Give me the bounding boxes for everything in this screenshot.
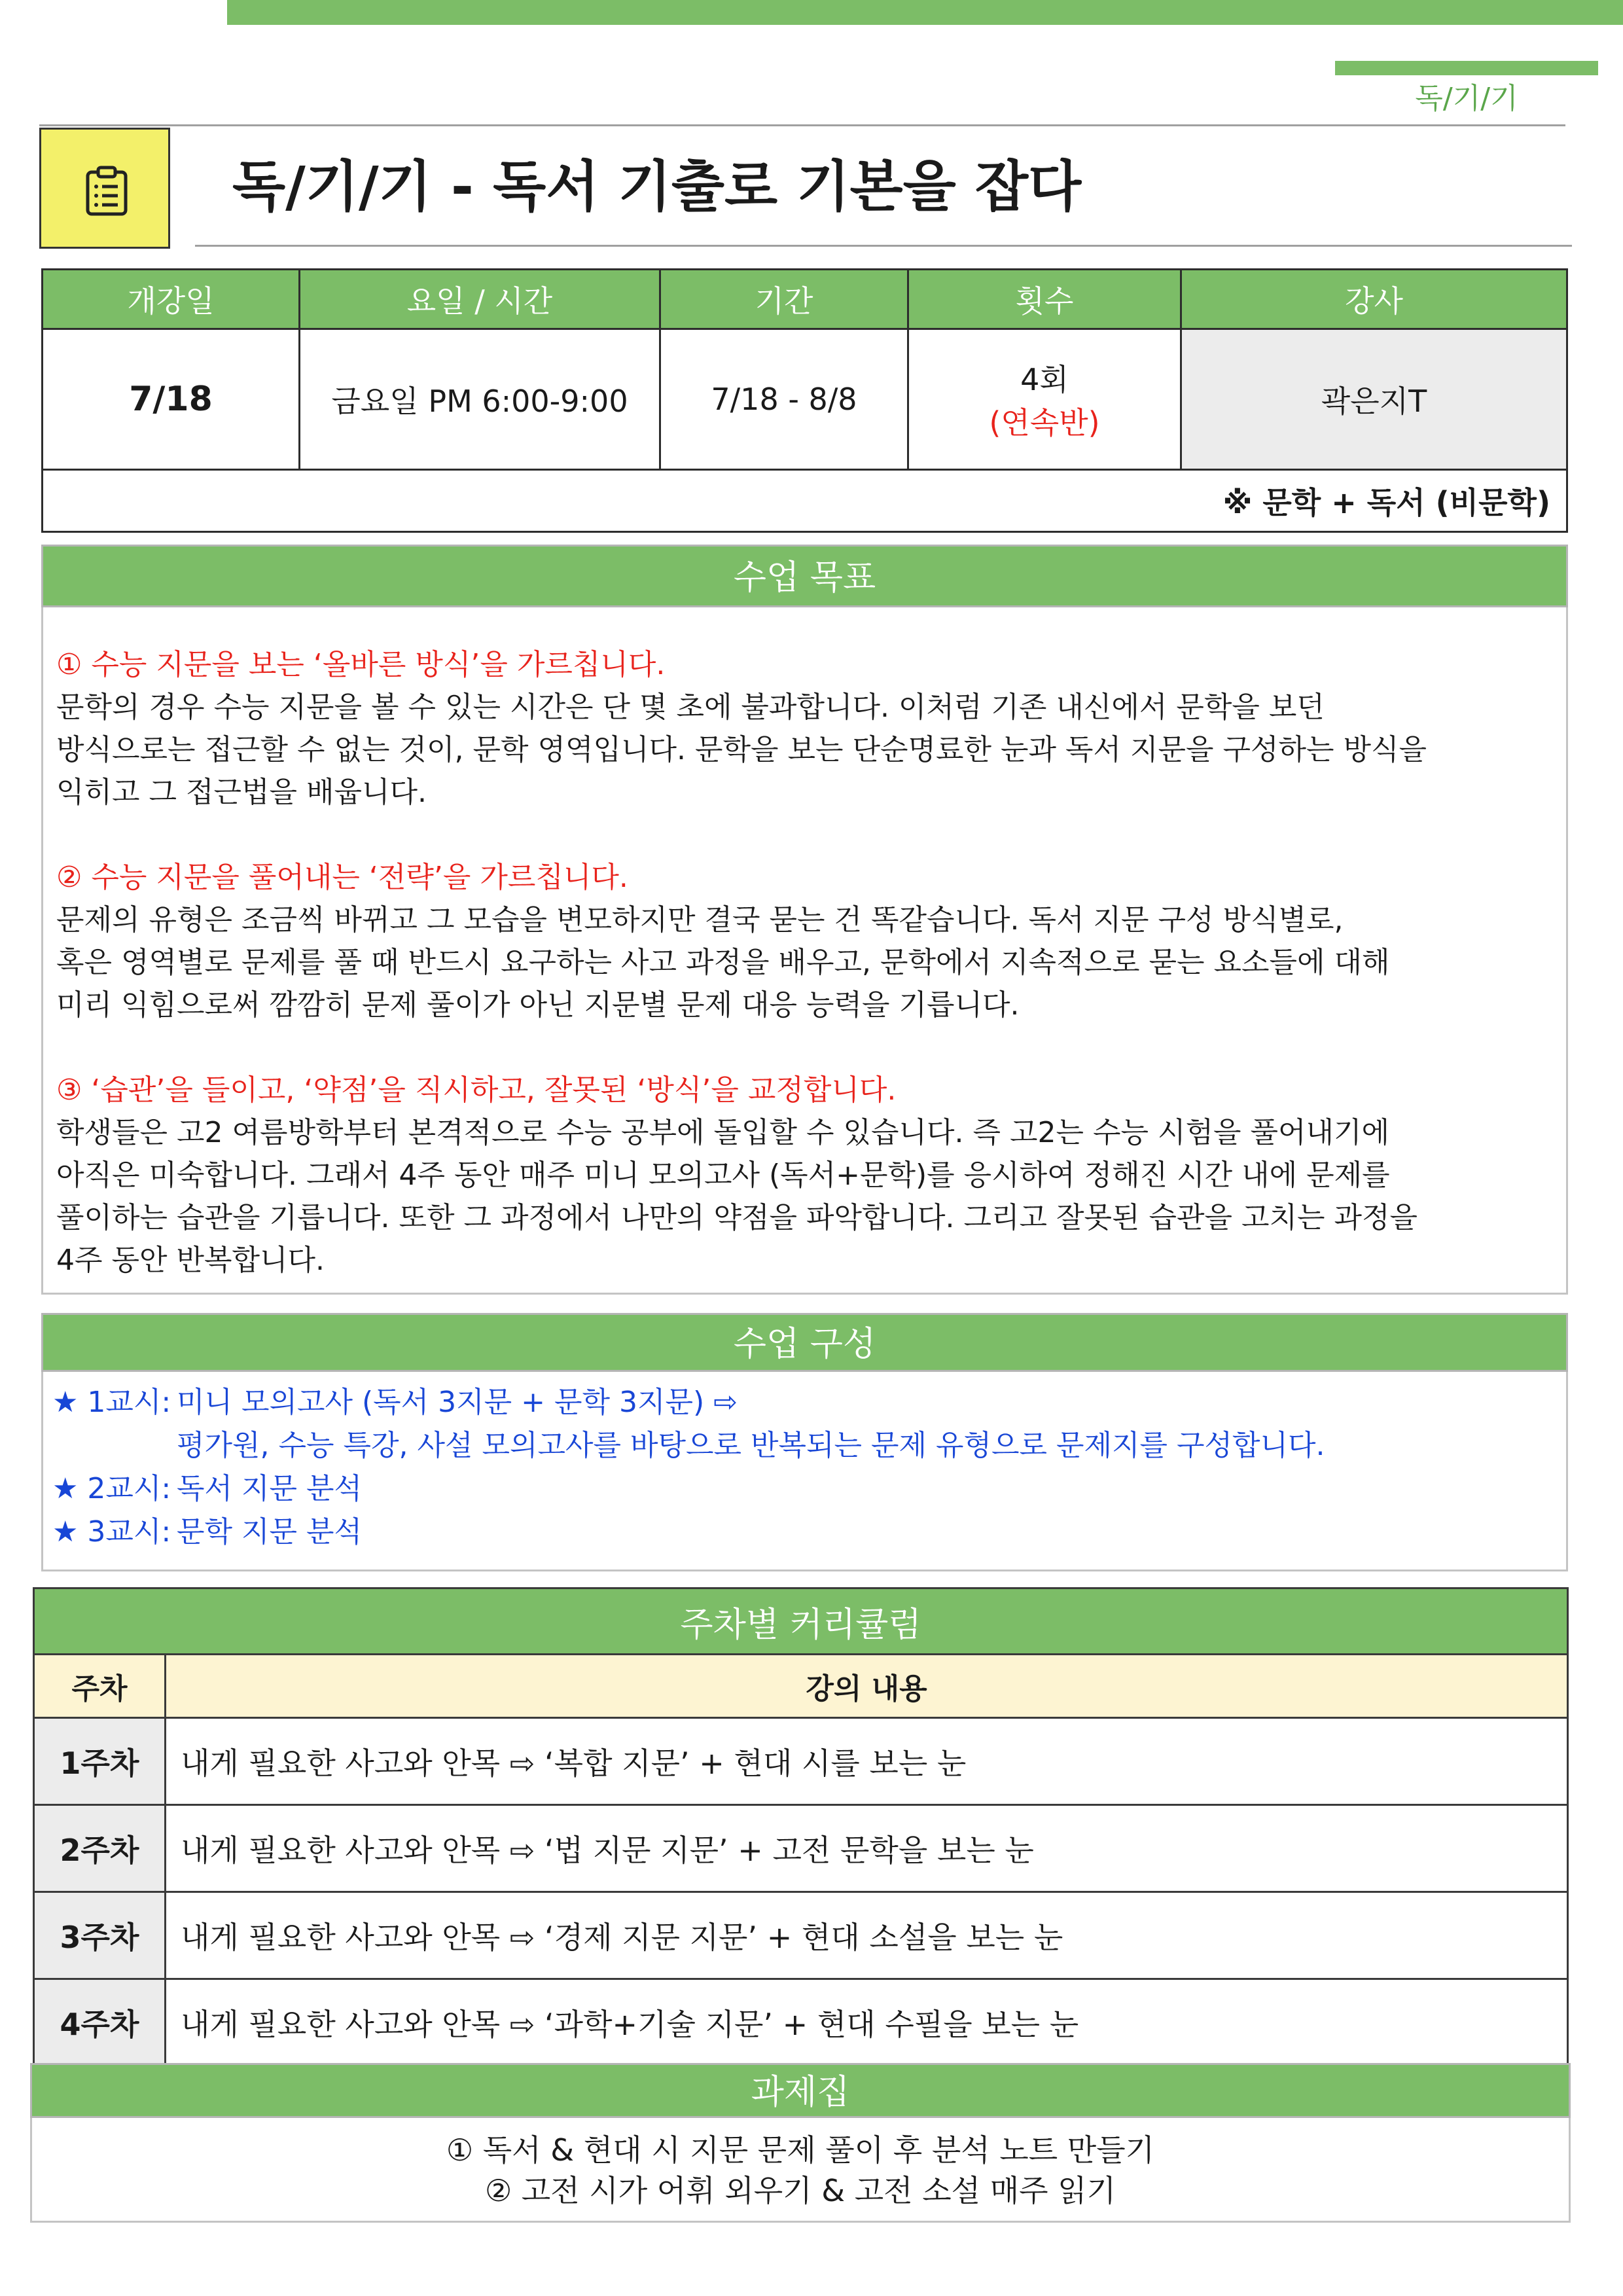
- goal-title: ② 수능 지문을 풀어내는 ‘전략’을 가르칩니다.: [56, 861, 628, 894]
- week-content: 내게 필요한 사고와 안목 ⇨ ‘과학+기술 지문’ + 현대 수필을 보는 눈: [166, 1979, 1568, 2066]
- goal-line: 아직은 미숙합니다. 그래서 4주 동안 매주 미니 모의고사 (독서+문학)를 응시하여 정해진 시간 내에 문제를: [56, 1158, 1390, 1192]
- day-time: 금요일 PM 6:00-9:00: [300, 329, 660, 470]
- subject-note: ※ 문학 + 독서 (비문학): [43, 470, 1567, 532]
- goal-line: 익히고 그 접근법을 배웁니다.: [56, 776, 427, 809]
- goal-line: 문제의 유형은 조금씩 바뀌고 그 모습을 변모하지만 결국 묻는 건 똑같습니다. 독서 지문 구성 방식별로,: [56, 903, 1344, 937]
- table-row: [34, 1892, 1568, 1979]
- period: 7/18 - 8/8: [660, 329, 908, 470]
- goal-line: 풀이하는 습관을 기릅니다. 또한 그 과정에서 나만의 약점을 파악합니다. 그리고 잘못된 습관을 고치는 과정을: [56, 1201, 1418, 1234]
- table-row: [34, 1805, 1568, 1892]
- goal-line: 4주 동안 반복합니다.: [56, 1244, 325, 1277]
- goals-heading: 수업 목표: [41, 545, 1568, 607]
- homework-heading: 과제집: [30, 2063, 1571, 2118]
- title-icon-box: [39, 128, 170, 249]
- goal-line: 학생들은 고2 여름방학부터 본격적으로 수능 공부에 돌입할 수 있습니다. 즉 고2는 수능 시험을 풀어내기에: [56, 1116, 1389, 1149]
- goal-line: 혹은 영역별로 문제를 풀 때 반드시 요구하는 사고 과정을 배우고, 문학에서 지속적으로 묻는 요소들에 대해: [56, 946, 1390, 979]
- table-row: [34, 1979, 1568, 2066]
- week-content: 내게 필요한 사고와 안목 ⇨ ‘복합 지문’ + 현대 시를 보는 눈: [166, 1718, 1568, 1805]
- col-content: 강의 내용: [166, 1655, 1568, 1718]
- week-content: 내게 필요한 사고와 안목 ⇨ ‘경제 지문 지문’ + 현대 소설을 보는 눈: [166, 1892, 1568, 1979]
- tag-accent-bar: [1335, 61, 1598, 75]
- period-text: 독서 지문 분석: [177, 1472, 362, 1505]
- homework-body: [30, 2118, 1571, 2223]
- composition-row: [52, 1511, 1566, 1554]
- teacher: 곽은지T: [1181, 329, 1567, 470]
- week-label: 3주차: [34, 1892, 166, 1979]
- curriculum-heading: 주차별 커리큘럼: [34, 1588, 1568, 1655]
- week-content: 내게 필요한 사고와 안목 ⇨ ‘법 지문 지문’ + 고전 문학을 보는 눈: [166, 1805, 1568, 1892]
- goal-line: 미리 익힘으로써 깜깜히 문제 풀이가 아닌 지문별 문제 대응 능력을 기릅니다.: [56, 988, 1020, 1022]
- clipboard-icon: [84, 166, 130, 217]
- homework-item: ② 고전 시가 어휘 외우기 & 고전 소설 매주 읽기: [484, 2173, 1116, 2208]
- table-row: [34, 1718, 1568, 1805]
- period-text: 문학 지문 분석: [177, 1515, 362, 1549]
- composition-body: [41, 1372, 1568, 1571]
- period-label: [52, 1424, 177, 1467]
- week-label: 1주차: [34, 1718, 166, 1805]
- composition-heading: 수업 구성: [41, 1313, 1568, 1372]
- period-label: ★ 1교시:: [52, 1386, 171, 1419]
- col-count: 횟수: [908, 270, 1181, 329]
- week-label: 4주차: [34, 1979, 166, 2066]
- page-title: 독/기/기 - 독서 기출로 기본을 잡다: [232, 154, 1082, 219]
- curriculum-table: [33, 1587, 1569, 2067]
- start-date: 7/18: [43, 329, 300, 470]
- col-teacher: 강사: [1181, 270, 1567, 329]
- series-tag: 독/기/기: [1415, 82, 1518, 115]
- count-cell: [908, 329, 1181, 470]
- composition-row: [52, 1467, 1566, 1511]
- period-label: ★ 3교시:: [52, 1515, 171, 1549]
- goal-title: ① 수능 지문을 보는 ‘올바른 방식’을 가르칩니다.: [56, 648, 666, 681]
- period-text: 미니 모의고사 (독서 3지문 + 문학 3지문) ⇨: [177, 1386, 738, 1419]
- col-start-date: 개강일: [43, 270, 300, 329]
- period-label: ★ 2교시:: [52, 1472, 171, 1505]
- composition-row: [52, 1381, 1566, 1424]
- col-day-time: 요일 / 시간: [300, 270, 660, 329]
- count-note: (연속반): [989, 405, 1100, 440]
- title-underline: [195, 245, 1572, 247]
- course-info-table: [41, 268, 1568, 533]
- composition-row: [52, 1424, 1566, 1467]
- top-accent-bar: [227, 0, 1623, 25]
- period-text: 평가원, 수능 특강, 사설 모의고사를 바탕으로 반복되는 문제 유형으로 문제지를 구성합니다.: [177, 1429, 1325, 1462]
- week-label: 2주차: [34, 1805, 166, 1892]
- col-week: 주차: [34, 1655, 166, 1718]
- count: 4회: [1020, 362, 1069, 397]
- goals-body: [41, 607, 1568, 1295]
- goal-line: 문학의 경우 수능 지문을 볼 수 있는 시간은 단 몇 초에 불과합니다. 이처럼 기존 내신에서 문학을 보던: [56, 691, 1325, 724]
- goal-line: 방식으로는 접근할 수 없는 것이, 문학 영역입니다. 문학을 보는 단순명료한 눈과 독서 지문을 구성하는 방식을: [56, 733, 1427, 766]
- goal-title: ③ ‘습관’을 들이고, ‘약점’을 직시하고, 잘못된 ‘방식’을 교정합니다.: [56, 1073, 897, 1107]
- divider: [39, 124, 1565, 126]
- homework-item: ① 독서 & 현대 시 지문 문제 풀이 후 분석 노트 만들기: [446, 2132, 1155, 2168]
- col-period: 기간: [660, 270, 908, 329]
